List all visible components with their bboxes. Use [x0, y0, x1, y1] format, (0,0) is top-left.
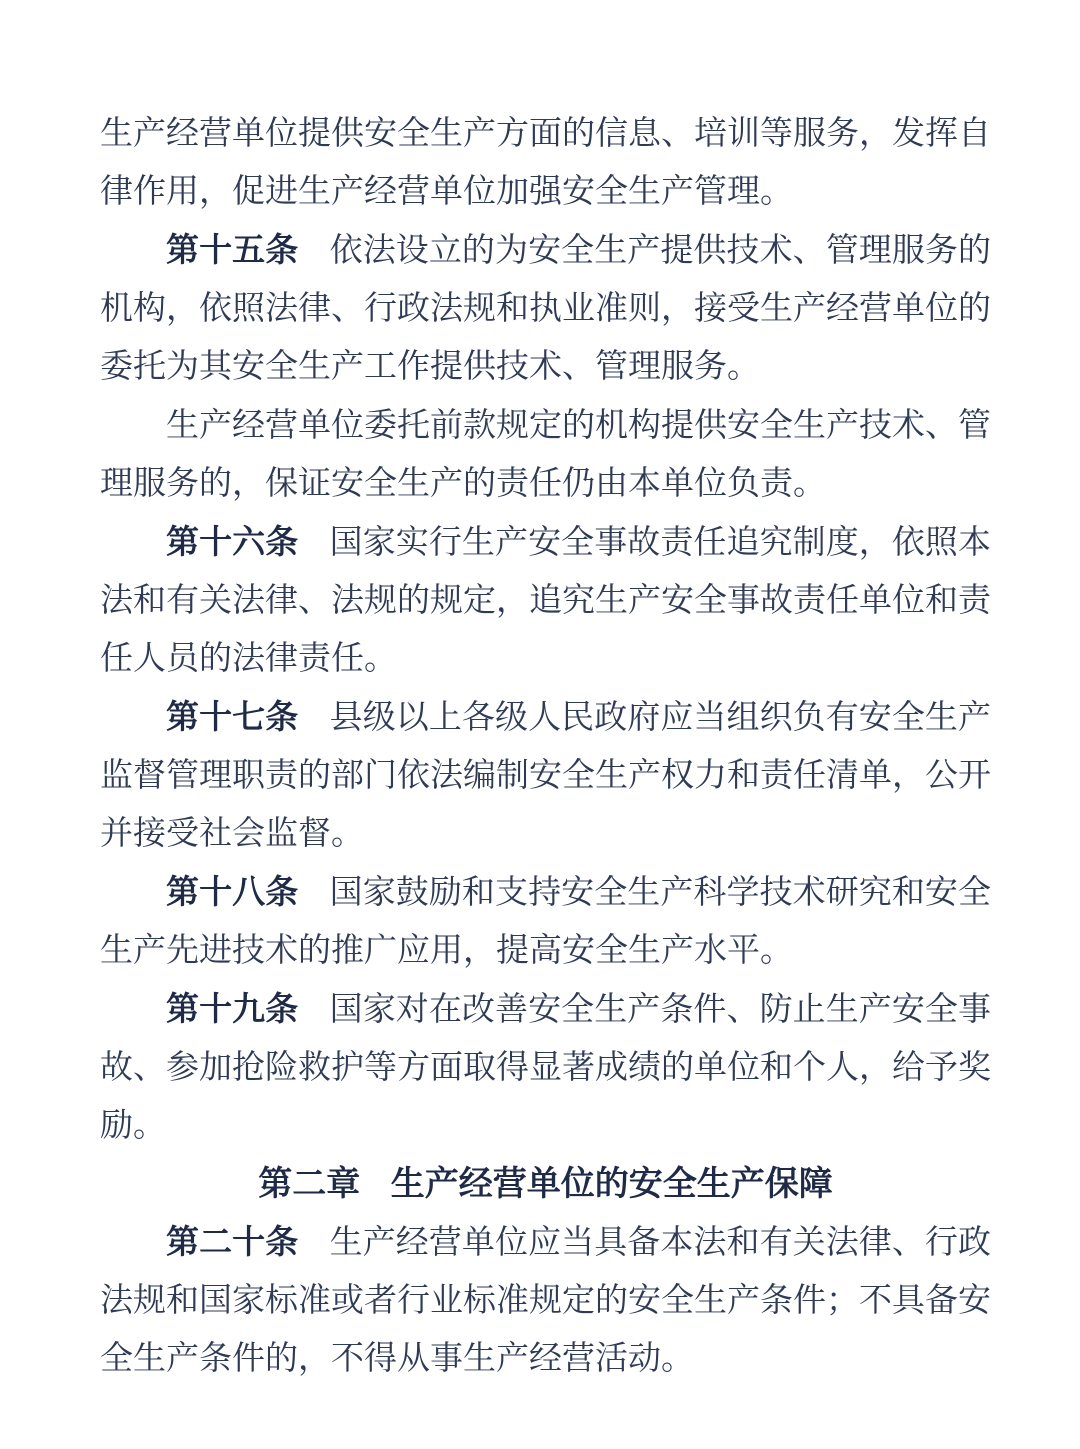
- paragraph-article-19: [100, 980, 991, 1155]
- chapter-heading: [100, 1155, 991, 1213]
- paragraph-article-15: [100, 221, 991, 396]
- paragraph-text: 国家鼓励和支持安全生产科学技术研究和安全生产先进技术的推广应用，提高安全生产水平。: [100, 875, 992, 969]
- paragraph-article-18: [100, 863, 991, 980]
- paragraph-article-17: [100, 688, 991, 863]
- article-number: 第十八条: [166, 873, 299, 910]
- chapter-number: 第二章: [258, 1165, 361, 1203]
- paragraph-text: 生产经营单位委托前款规定的机构提供安全生产技术、管理服务的，保证安全生产的责任仍由本单位负责。: [100, 408, 991, 502]
- paragraph-text: 生产经营单位应当具备本法和有关法律、行政法规和国家标准或者行业标准规定的安全生产条件；不具备安全生产条件的，不得从事生产经营活动。: [100, 1225, 992, 1377]
- paragraph-text: 县级以上各级人民政府应当组织负有安全生产监督管理职责的部门依法编制安全生产权力和责任清单，公开并接受社会监督。: [100, 700, 992, 852]
- paragraph: [100, 104, 991, 221]
- article-number: 第二十条: [166, 1223, 299, 1260]
- paragraph: [100, 396, 991, 513]
- paragraph-text: 生产经营单位提供安全生产方面的信息、培训等服务，发挥自律作用，促进生产经营单位加强安全生产管理。: [100, 116, 991, 210]
- chapter-title: 生产经营单位的安全生产保障: [390, 1165, 833, 1203]
- paragraph-text: 国家对在改善安全生产条件、防止生产安全事故、参加抢险救护等方面取得显著成绩的单位和个人，给予奖励。: [100, 992, 992, 1144]
- article-number: 第十五条: [166, 231, 299, 268]
- paragraph-text: 依法设立的为安全生产提供技术、管理服务的机构，依照法律、行政法规和执业准则，接受生产经营单位的委托为其安全生产工作提供技术、管理服务。: [100, 233, 992, 385]
- article-number: 第十六条: [166, 523, 299, 560]
- paragraph-article-16: [100, 513, 991, 688]
- paragraph-article-20: [100, 1213, 991, 1388]
- paragraph-text: 国家实行生产安全事故责任追究制度，依照本法和有关法律、法规的规定，追究生产安全事故责任单位和责任人员的法律责任。: [100, 525, 992, 677]
- article-number: 第十七条: [166, 698, 299, 735]
- article-number: 第十九条: [166, 990, 299, 1027]
